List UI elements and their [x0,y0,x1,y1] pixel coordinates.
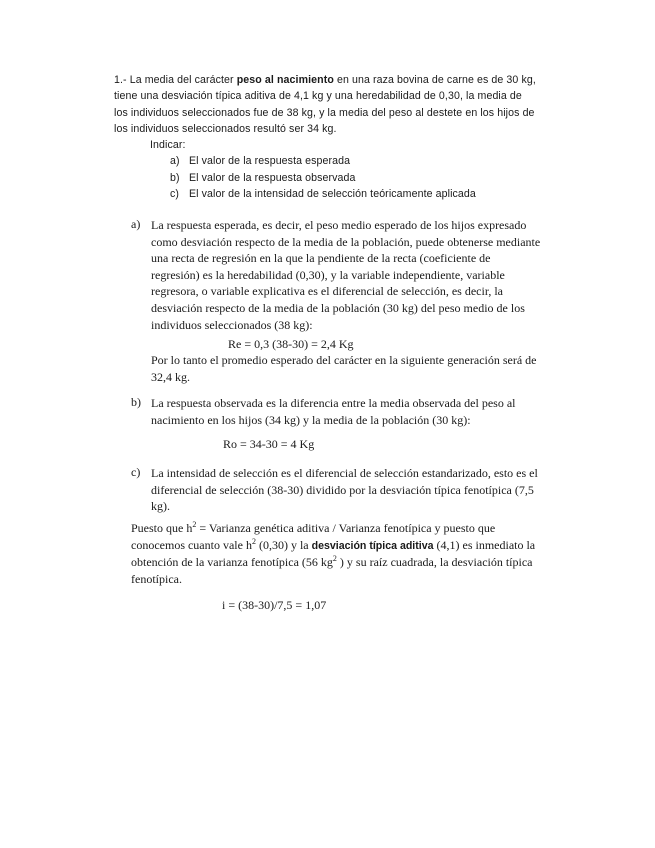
formula-i: i = (38-30)/7,5 = 1,07 [222,598,327,612]
answer-a-marker: a) [131,217,141,231]
answer-a-text: La respuesta esperada, es decir, el peso medio esperado de los hijos expresado como desviación respecto de la media de la población, puede obtenerse mediante una recta de regresión en la que la pendiente de la recta (coeficiente de regresión) es la heredabilidad (0,30), y la variable independiente, variable regresora, o variable explicativa es el diferencial de selección, es decir, la desviación respecto de la media de la población (30 kg) del peso medio de los individuos seleccionados (38 kg): [151,218,541,332]
question-item-a: a) El valor de la respuesta esperada [170,155,351,168]
answer-c-marker: c) [131,465,141,479]
problem-line-4: los individuos seleccionados resultó ser 34 kg. [114,122,337,135]
question-item-b: b) El valor de la respuesta observada [170,171,356,184]
answer-c-text: La intensidad de selección es el diferencial de selección estandarizado, esto es el diferencial de selección (38-30) dividido por la desviación típica fenotípica (7,5 kg). [151,466,538,514]
bold-trait: peso al nacimiento [236,74,334,86]
bold-desviacion: desviación típica aditiva [311,539,434,552]
answer-b-marker: b) [131,395,141,409]
answer-a-conclusion: Por lo tanto el promedio esperado del carácter en la siguiente generación será de 32,4 kg. [151,353,537,384]
answer-c [131,465,545,515]
question-item-c: c) El valor de la intensidad de selección teóricamente aplicada [170,188,476,201]
problem-line-1: 1.- La media del carácter peso al nacimiento en una raza bovina de carne es de 30 kg, [114,74,536,86]
formula-re: Re = 0,3 (38-30) = 2,4 Kg [228,337,354,351]
problem-line-3: los individuos seleccionados fue de 38 kg, y la media del peso al destete en los hijos de [114,106,535,119]
indicar-label: Indicar: [150,139,186,152]
puesto-paragraph: Puesto que $h^2$ = Varianza genética aditiva / Varianza fenotípica y puesto que conocemos cuanto vale $h^2$ (0,30) y la desviación típica aditiva (4,1) es inmediato la obtención de la varianza fenotípica (56 $kg^2$ ) y su raíz cuadrada, la desviación típica fenotípica. [131,520,536,586]
answer-b-text: La respuesta observada es la diferencia entre la media observada del peso al nacimiento en los hijos (34 kg) y la media de la población (30 kg): [151,396,516,427]
problem-statement [114,72,554,202]
problem-line-2: tiene una desviación típica aditiva de 4,1 kg y una heredabilidad de 0,30, la media de [114,90,522,103]
answer-b [131,395,541,428]
formula-ro: Ro = 34-30 = 4 Kg [223,437,315,451]
answer-a [131,217,541,333]
